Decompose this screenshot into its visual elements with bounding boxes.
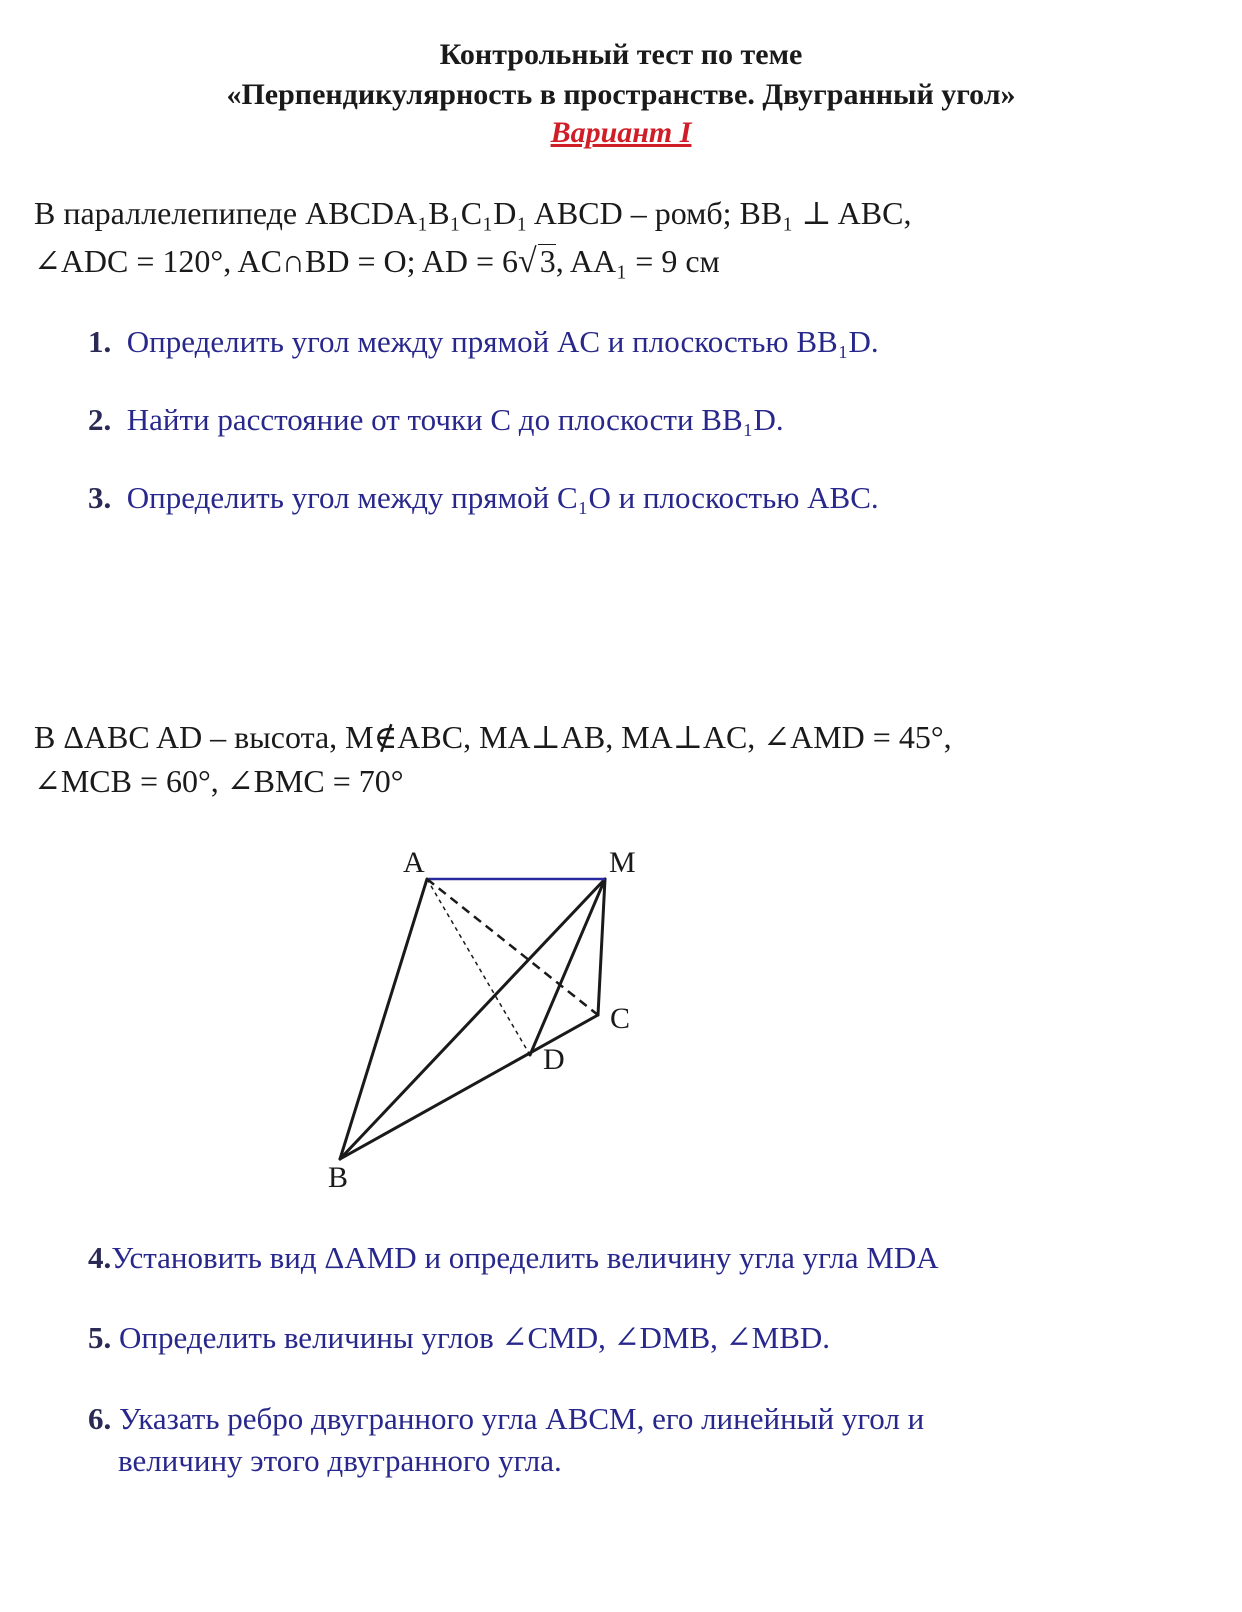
task-5 [88, 1320, 830, 1356]
condition-1-line-2 [34, 242, 720, 281]
task-6-text-line-2: величину этого двугранного угла. [118, 1443, 562, 1478]
task-5-text: Определить величины углов ∠CMD, ∠DMB, ∠MBD. [111, 1320, 831, 1355]
task-1-number: 1. [88, 324, 112, 359]
task-4 [88, 1240, 939, 1276]
title-line-1: Контрольный тест по теме [439, 38, 803, 71]
condition-1-line-1: В параллелепипеде ABCDA₁B₁C₁D₁ ABCD – ромб; BB₁ ⊥ ABC, [34, 195, 912, 231]
geometry-figure [300, 835, 660, 1195]
label-a: A [403, 846, 425, 879]
task-1-text: Определить угол между прямой AC и плоскостью BB₁D. [126, 324, 879, 359]
task-6-number: 6. [88, 1401, 112, 1436]
condition-1-line-2-start: ∠ADC = 120°, AC∩BD = O; AD = 6 [34, 243, 519, 279]
task-1 [88, 324, 879, 360]
variant-label: Вариант I [550, 116, 692, 149]
task-3-text: Определить угол между прямой C₁O и плоскостью ABC. [126, 480, 879, 515]
task-5-number: 5. [88, 1320, 112, 1355]
title-line-2: «Перпендикулярность в пространстве. Двугранный угол» [226, 78, 1016, 111]
sqrt-radicand: 3 [539, 243, 556, 279]
edge-bm [340, 879, 605, 1159]
edge-mc [598, 879, 605, 1015]
edge-md [530, 879, 605, 1055]
condition-2-line-2: ∠MCB = 60°, ∠BMC = 70° [34, 763, 404, 799]
condition-2-line-1: В ΔABC AD – высота, M∉ABC, MA⊥AB, MA⊥AC, ∠AMD = 45°, [34, 719, 952, 755]
task-3 [88, 480, 879, 516]
label-m: M [609, 846, 636, 879]
edge-ac-hidden [427, 879, 598, 1015]
edge-ad-hidden [427, 879, 530, 1055]
task-2 [88, 402, 784, 438]
label-b: B [328, 1161, 349, 1194]
condition-1-line-2-end: , AA₁ = 9 см [555, 243, 720, 279]
task-6-text: Указать ребро двугранного угла ABCM, его линейный угол и [111, 1401, 925, 1436]
task-2-text: Найти расстояние от точки C до плоскости BB₁D. [126, 402, 784, 437]
label-c: C [610, 1002, 631, 1035]
task-4-number: 4. [88, 1240, 112, 1275]
task-6 [88, 1398, 924, 1482]
task-4-text: Установить вид ΔAMD и определить величину угла угла MDA [111, 1240, 939, 1275]
task-3-number: 3. [88, 480, 112, 515]
task-2-number: 2. [88, 402, 112, 437]
sqrt-sign: √ [518, 243, 537, 280]
label-d: D [543, 1043, 565, 1076]
